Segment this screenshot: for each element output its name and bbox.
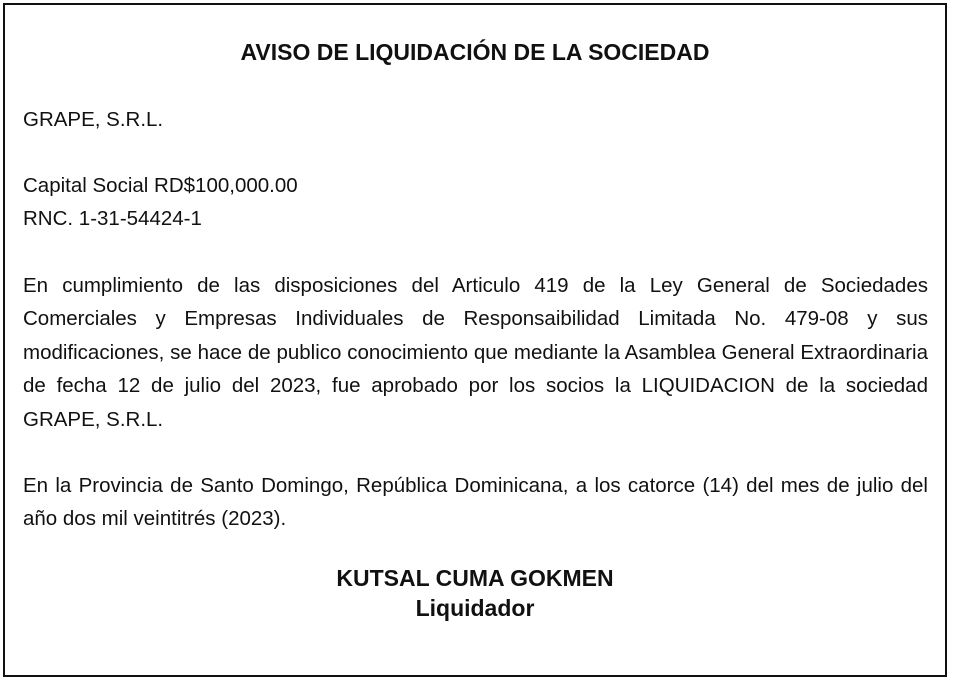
signatory-role: Liquidador	[415, 595, 535, 621]
notice-box	[3, 3, 947, 677]
rnc-line: RNC. 1-31-54424-1	[23, 207, 202, 230]
body-paragraph-1: En cumplimiento de las disposiciones del Articulo 419 de la Ley General de Sociedades Comerciales y Empresas Individuales de Responsaibilidad Limitada No. 479-08 y sus modificaciones, se hace de publico conocimiento que mediante la Asamblea General Extraordinaria de fecha 12 de julio del 2023, fue aprobado por los socios la LIQUIDACION de la sociedad GRAPE, S.R.L.	[23, 274, 928, 431]
signatory-name: KUTSAL CUMA GOKMEN	[336, 565, 614, 591]
company-name: GRAPE, S.R.L.	[23, 108, 164, 131]
notice-title: AVISO DE LIQUIDACIÓN DE LA SOCIEDAD	[240, 39, 710, 65]
capital-line: Capital Social RD$100,000.00	[23, 174, 298, 197]
body-paragraph-2: En la Provincia de Santo Domingo, República Dominicana, a los catorce (14) del mes de julio del año dos mil veintitrés (2023).	[23, 474, 928, 531]
